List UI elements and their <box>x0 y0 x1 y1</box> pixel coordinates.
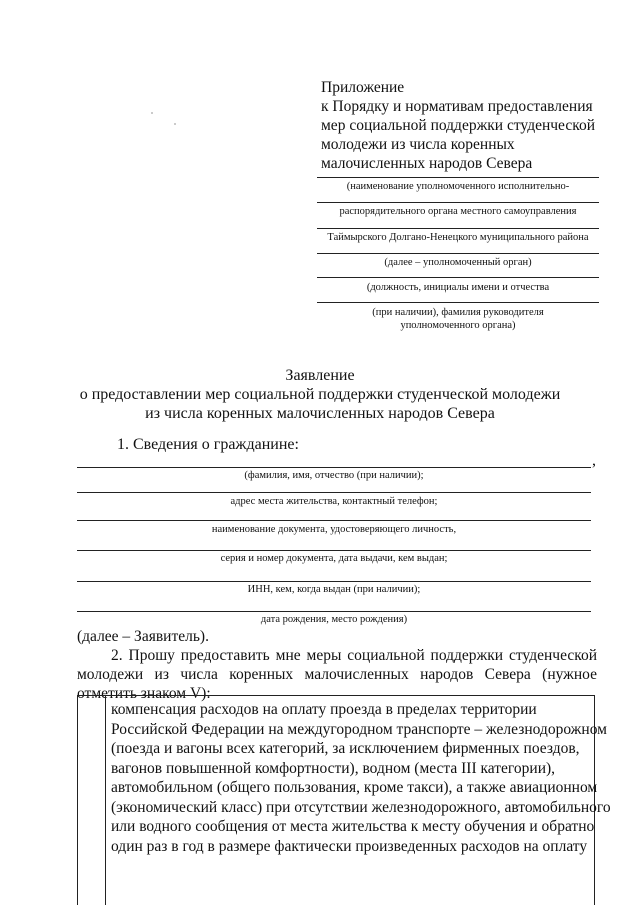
options-table <box>77 695 611 905</box>
option-checkbox[interactable] <box>78 696 106 905</box>
head-caption: (должность, инициалы имени и отчества <box>366 282 550 293</box>
head-name-line-2[interactable] <box>317 302 599 303</box>
field-caption: адрес места жительства, контактный телефон; <box>230 496 438 507</box>
document-number-field[interactable] <box>77 550 591 551</box>
authority-caption: Таймырского Долгано-Ненецкого муниципального района <box>327 232 589 243</box>
authority-caption: (наименование уполномоченного исполнительно- <box>346 181 570 192</box>
section2-line: молодежи из числа коренных малочисленных народов Севера (нужное <box>77 666 597 683</box>
appendix-line: молодежи из числа коренных <box>321 136 515 153</box>
section1-heading: 1. Сведения о гражданине: <box>117 436 299 453</box>
authority-caption: распорядительного органа местного самоуправления <box>339 206 577 217</box>
authority-name-line-2[interactable] <box>317 202 599 203</box>
statement-title: Заявление <box>285 367 355 384</box>
full-name-field[interactable] <box>77 467 591 468</box>
scan-speck <box>151 112 153 114</box>
statement-subtitle <box>0 385 640 423</box>
option-line: Российской Федерации на междугородном транспорте – железнодорожном <box>111 720 607 738</box>
authority-name-line-1[interactable] <box>317 177 599 178</box>
applicant-note: (далее – Заявитель). <box>77 628 209 645</box>
option-text <box>111 700 611 856</box>
scan-speck <box>174 123 176 125</box>
authority-name-line-4[interactable] <box>317 253 599 254</box>
field-caption: (фамилия, имя, отчество (при наличии); <box>244 470 424 481</box>
field-caption: наименование документа, удостоверяющего личность, <box>211 524 457 535</box>
field-caption: серия и номер документа, дата выдачи, кем выдан; <box>220 553 448 564</box>
option-line: (поезда и вагоны всех категорий, за исключением фирменных поездов, <box>111 740 580 757</box>
option-line: компенсация расходов на оплату проезда в пределах территории <box>111 701 537 718</box>
appendix-line: к Порядку и нормативам предоставления <box>321 98 593 115</box>
inn-field[interactable] <box>77 581 591 582</box>
authority-caption: (далее – уполномоченный орган) <box>384 257 532 268</box>
subtitle-line: о предоставлении мер социальной поддержки студенческой молодежи <box>79 386 561 403</box>
id-document-field[interactable] <box>77 520 591 521</box>
section2-line: 2. Прошу предоставить мне меры социальной поддержки студенческой <box>111 647 597 664</box>
field-caption: ИНН, кем, когда выдан (при наличии); <box>247 584 421 595</box>
appendix-header <box>321 78 621 173</box>
appendix-line: малочисленных народов Севера <box>321 155 533 172</box>
head-caption: уполномоченного органа) <box>400 320 516 331</box>
address-phone-field[interactable] <box>77 492 591 493</box>
field-caption: дата рождения, место рождения) <box>260 614 408 625</box>
appendix-line: Приложение <box>321 79 405 96</box>
head-name-line-1[interactable] <box>317 277 599 278</box>
subtitle-line: из числа коренных малочисленных народов Севера <box>145 405 495 422</box>
option-line: один раз в год в размере фактически произведенных расходов на оплату <box>111 837 588 855</box>
option-line: автомобильном (общего пользования, кроме такси), а также авиационном <box>111 779 598 796</box>
appendix-line: мер социальной поддержки студенческой <box>321 117 595 134</box>
authority-name-line-3[interactable] <box>317 228 599 229</box>
head-caption: (при наличии), фамилия руководителя <box>372 307 544 318</box>
field-comma: , <box>592 452 596 469</box>
section2-line: отметить знаком V): <box>77 685 211 702</box>
option-line: (экономический класс) при отсутствии железнодорожного, автомобильного <box>111 798 611 816</box>
birth-field[interactable] <box>77 611 591 612</box>
option-line: или водного сообщения от места жительства к месту обучения и обратно <box>111 818 595 835</box>
option-line: вагонов повышенной комфортности), водном (места III категории), <box>111 759 556 777</box>
